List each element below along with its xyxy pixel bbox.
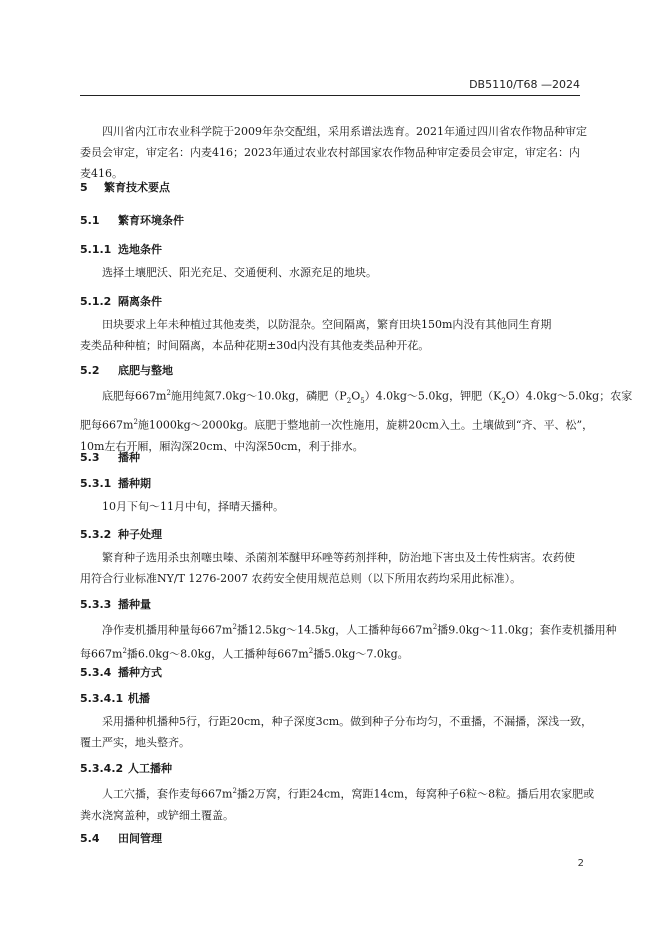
header-rule: [80, 95, 580, 96]
heading-5-3-4: 5.3.4 播种方式: [80, 666, 162, 679]
heading-5-1: 5.1 繁育环境条件: [80, 214, 184, 227]
paragraph-5-1-1: 选择土壤肥沃、阳光充足、交通便利、水源充足的地块。: [102, 266, 377, 279]
paragraph-5-3-2: 繁育种子选用杀虫剂噻虫嗪、杀菌剂苯醚甲环唑等药剂拌种，防治地下害虫及土传性病害。农药使 用符合行业标准NY/T 1276-2007 农药安全使用规范总则（以下所用农药均采用此标准）。: [80, 551, 575, 585]
heading-5-3-1: 5.3.1 播种期: [80, 477, 151, 490]
intro-paragraph: 四川省内江市农业科学院于2009年杂交配组，采用系谱法选育。2021年通过四川省农作物品种审定 委员会审定，审定名：内麦416；2023年通过农业农村部国家农作物品种审定委员会审定，审定名：内 麦416。: [80, 125, 587, 180]
heading-5-3-3: 5.3.3 播种量: [80, 598, 151, 611]
heading-5-3-4-2: 5.3.4.2 人工播种: [80, 762, 172, 775]
paragraph-5-3-1: 10月下旬～11月中旬，择晴天播种。: [102, 500, 284, 513]
heading-5-3: 5.3 播种: [80, 451, 140, 464]
heading-5-4: 5.4 田间管理: [80, 832, 162, 845]
paragraph-5-3-4-2: 人工穴播，套作麦每$667m^2$播2万窝，行距24cm，窝距14cm，每窝种子6粒～8粒。播后用农家肥或 粪水浇窝盖种，或铲细土覆盖。: [80, 787, 595, 822]
heading-5-1-2: 5.1.2 隔离条件: [80, 295, 162, 308]
heading-5-3-2: 5.3.2 种子处理: [80, 528, 162, 541]
heading-5-3-4-1: 5.3.4.1 机播: [80, 692, 150, 705]
heading-5-2: 5.2 底肥与整地: [80, 364, 173, 377]
document-code: DB5110/T68 —2024: [469, 78, 580, 91]
paragraph-5-2: 底肥每$667m^2$施用纯氮7.0kg～10.0kg，磷肥$(P_2O_5)4.0kg\sim 5.0kg$，钾肥$(K_2O)4.0kg\sim 5.0kg$；农家 肥每$667m^2$施1000kg～2000kg。底肥于整地前一次性施用，旋耕20cm入土。土壤做到“齐、平、松”， 10m左右开厢，厢沟深20cm、中沟深50cm，利于排水。: [80, 389, 633, 453]
heading-5-1-1: 5.1.1 选地条件: [80, 243, 162, 256]
paragraph-5-3-4-1: 采用播种机播种5行，行距20cm，种子深度3cm。做到种子分布均匀，不重播，不漏播，深浅一致， 覆土严实，地头整齐。: [80, 715, 593, 749]
page-number: 2: [577, 858, 584, 869]
paragraph-5-1-2: 田块要求上年未种植过其他麦类，以防混杂。空间隔离，繁育田块150m内没有其他同生育期 麦类品种种植；时间隔离，本品种花期±30d内没有其他麦类品种开花。: [80, 318, 552, 352]
heading-5: 5 繁育技术要点: [80, 181, 170, 194]
paragraph-5-3-3: 净作麦机播用种量每$667m^2$播12.5kg～14.5kg，人工播种每$667m^2$播9.0kg～11.0kg；套作麦机播用种 每$667m^2$播6.0kg～8.0kg，人工播种每$667m^2$播5.0kg～7.0kg。: [80, 623, 617, 661]
